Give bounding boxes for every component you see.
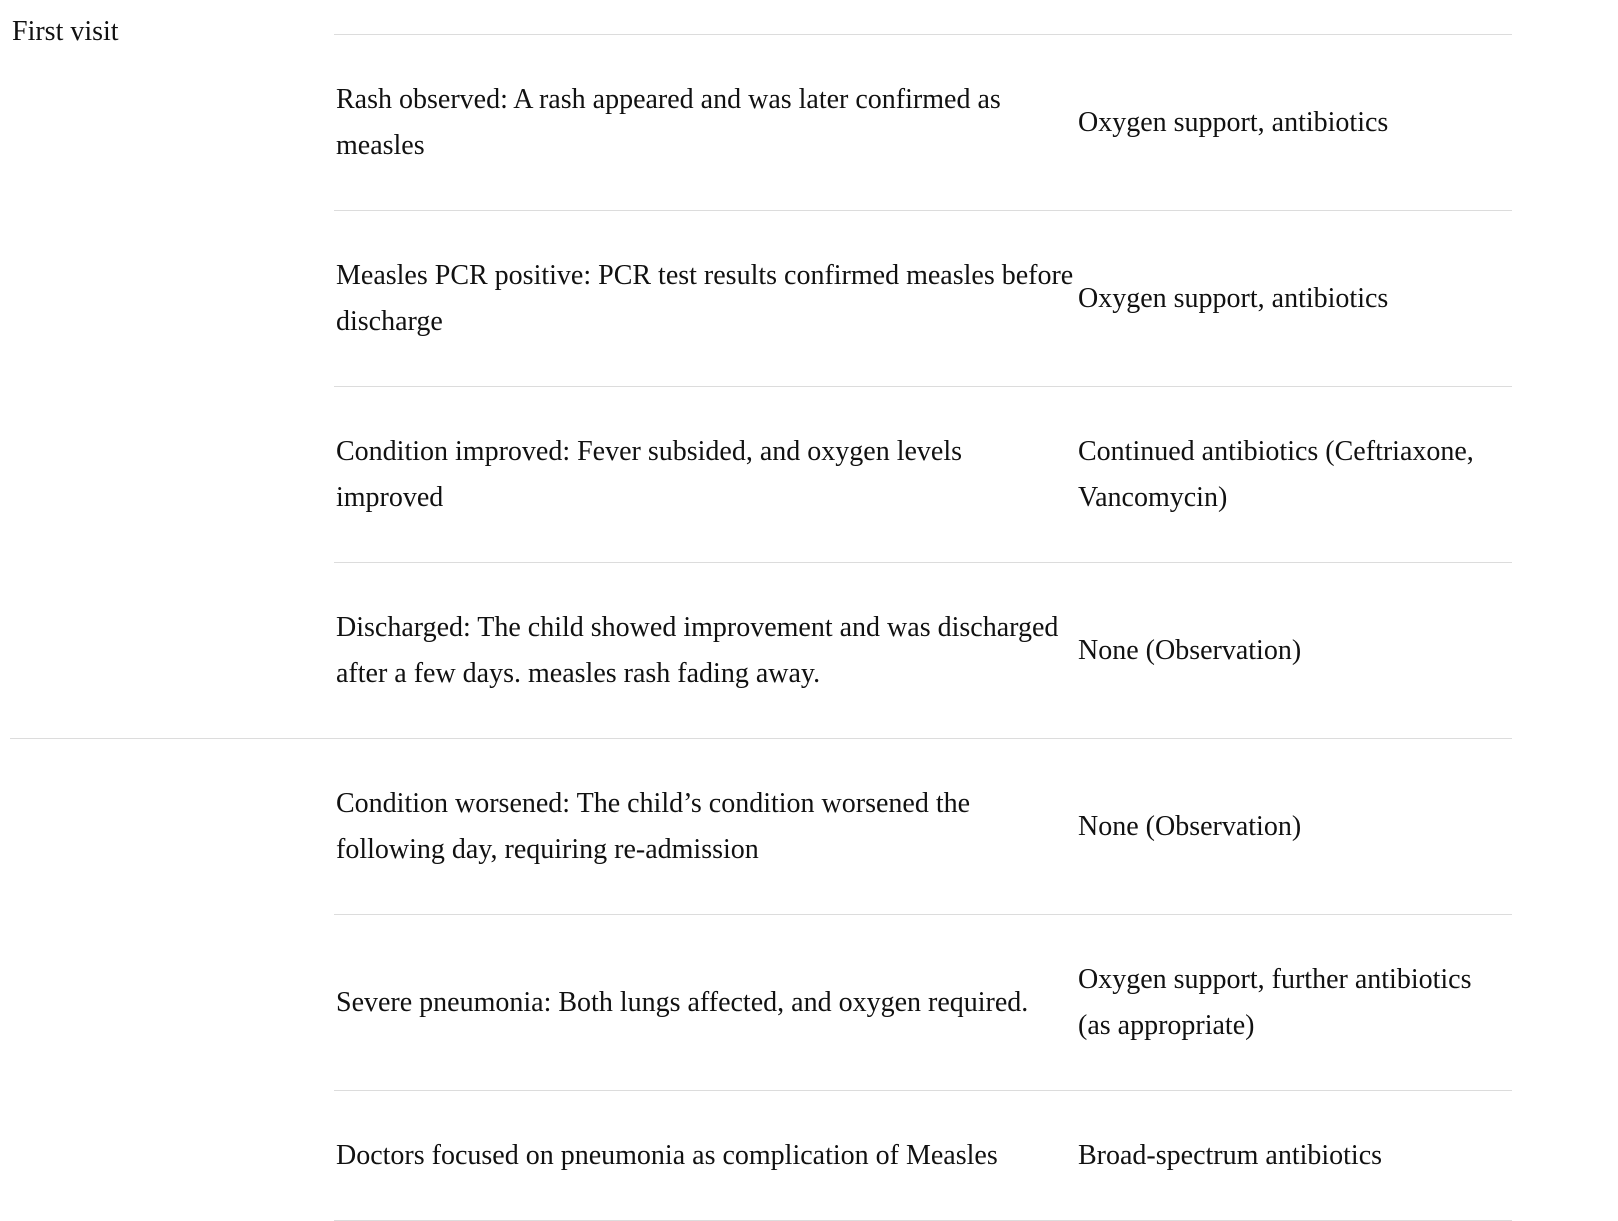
event-cell: Condition improved: Fever subsided, and oxygen levels improved xyxy=(336,436,963,513)
event-cell: Severe pneumonia: Both lungs affected, and oxygen required. xyxy=(336,987,1029,1018)
table-row xyxy=(334,35,1512,211)
treatment-cell: Oxygen support, antibiotics xyxy=(1078,107,1389,138)
section-label-first-visit: First visit xyxy=(12,16,119,47)
event-cell: Discharged: The child showed improvement and was discharged after a few days. measles rash fading away. xyxy=(336,612,1059,689)
table-row xyxy=(334,387,1512,563)
treatment-cell: Oxygen support, further antibiotics (as appropriate) xyxy=(1078,964,1472,1041)
event-cell: Rash observed: A rash appeared and was later confirmed as measles xyxy=(336,84,1001,161)
table-row xyxy=(334,211,1512,387)
table-row xyxy=(334,915,1512,1091)
table-row xyxy=(334,563,1512,739)
treatment-cell: None (Observation) xyxy=(1078,635,1302,666)
treatment-cell: Continued antibiotics (Ceftriaxone, Vancomycin) xyxy=(1078,436,1474,513)
treatment-cell: Oxygen support, antibiotics xyxy=(1078,283,1389,314)
event-cell: Measles PCR positive: PCR test results confirmed measles before discharge xyxy=(336,260,1074,337)
treatment-cell: None (Observation) xyxy=(1078,811,1302,842)
event-cell: Doctors focused on pneumonia as complication of Measles xyxy=(336,1140,998,1171)
event-cell: Condition worsened: The child’s condition worsened the following day, requiring re-admission xyxy=(336,788,971,865)
table-row xyxy=(334,739,1512,915)
table-row xyxy=(334,1091,1512,1221)
treatment-cell: Broad-spectrum antibiotics xyxy=(1078,1140,1383,1171)
